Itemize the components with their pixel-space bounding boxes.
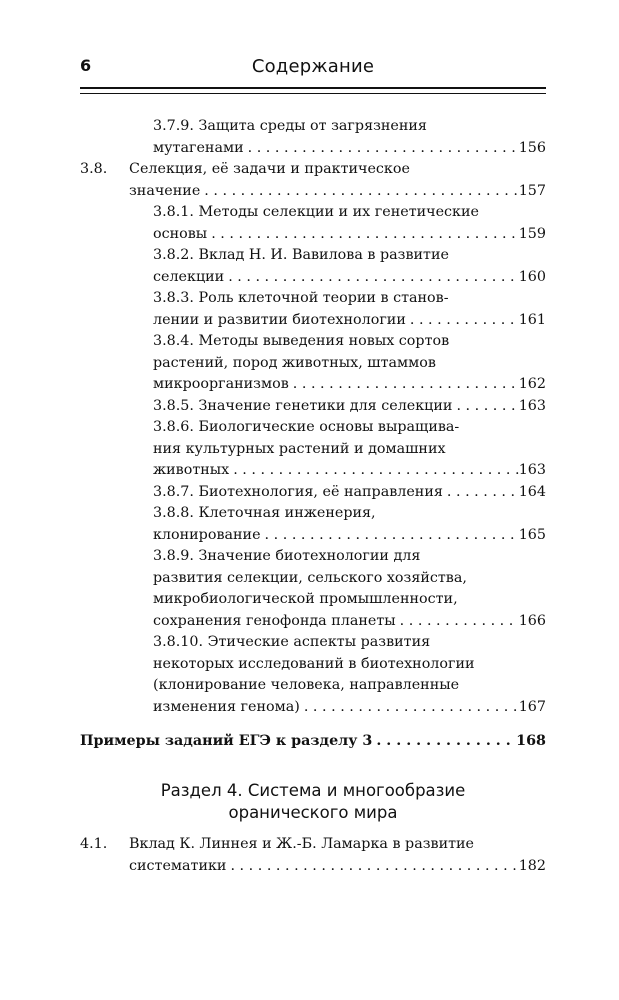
toc-page-number: 163 [518, 397, 546, 414]
section-heading-line-2: оранического мира [228, 803, 398, 822]
toc-entry-line: 3.8.4. Методы выведения новых сортов [153, 333, 450, 349]
section-heading [80, 780, 546, 824]
page-title: Содержание [251, 56, 375, 77]
toc-entry-text: лении и развитии биотехнологии [153, 311, 406, 328]
toc-entry-last-line [153, 460, 546, 482]
toc-entry-line: 3.8.9. Значение биотехнологии для [153, 548, 421, 564]
toc-entry[interactable] [80, 159, 546, 202]
toc-entry-last-line [153, 611, 546, 633]
toc-entry-text: животных [153, 462, 230, 478]
header-rule-thick [80, 87, 546, 89]
dot-leader [229, 460, 518, 482]
toc-entry-text: основы [153, 225, 208, 242]
toc-entry-line: ния культурных растений и домашних [153, 440, 446, 457]
toc-entry-last-line [80, 731, 546, 753]
table-of-contents [80, 116, 546, 753]
toc-entry[interactable] [80, 116, 546, 159]
header-rule-thin [80, 93, 546, 94]
toc-entry-line: развития селекции, сельского хозяйства, [153, 569, 467, 586]
toc-page-number: 157 [518, 182, 546, 199]
dot-leader [224, 267, 519, 289]
toc-entry-line: 3.8.6. Биологические основы выращива- [153, 419, 460, 435]
toc-page-number: 159 [518, 225, 546, 242]
dot-leader [261, 525, 519, 547]
toc-entry-line: 3.7.9. Защита среды от загрязнения [153, 118, 427, 134]
toc-entry[interactable] [80, 288, 546, 331]
toc-entry-line: Вклад К. Линнея и Ж.-Б. Ламарка в развитие [129, 836, 474, 852]
toc-entry-text: сохранения генофонда планеты [153, 612, 396, 629]
toc-entry-line: 3.8.8. Клеточная инженерия, [153, 505, 376, 521]
toc-entry-text: Примеры заданий ЕГЭ к разделу 3 [80, 733, 373, 749]
page-number: 6 [80, 56, 92, 75]
toc-entry-line: 3.8.3. Роль клеточной теории в станов- [153, 290, 449, 306]
dot-leader [200, 181, 518, 203]
toc-entry-text: значение [129, 182, 201, 199]
toc-entry[interactable] [80, 503, 546, 546]
toc-entry-last-line [153, 525, 546, 547]
toc-entry-line: растений, пород животных, штаммов [153, 354, 436, 371]
toc-page-number: 161 [518, 311, 546, 328]
dot-leader [289, 374, 519, 396]
toc-entry[interactable] [80, 331, 546, 396]
toc-entry-line: (клонирование человека, направленные [153, 677, 460, 693]
toc-page-number: 162 [518, 376, 546, 392]
toc-entry-text: селекции [153, 268, 225, 285]
examples-entry[interactable] [80, 731, 546, 753]
dot-leader [226, 856, 518, 878]
toc-entry-number: 4.1. [80, 836, 108, 852]
section-heading-line-1: Раздел 4. Система и многообразие [160, 781, 466, 800]
toc-entry-number: 3.8. [80, 161, 108, 177]
toc-entry-text: мутагенами [153, 139, 244, 156]
toc-entry-last-line [153, 138, 546, 160]
toc-entry[interactable] [80, 632, 546, 718]
dot-leader [207, 224, 519, 246]
toc-entry-line: 3.8.1. Методы селекции и их генетические [153, 204, 479, 220]
dot-leader [396, 611, 519, 633]
toc-page-number: 164 [518, 483, 546, 500]
page-header [80, 56, 546, 84]
toc-entry-last-line [153, 310, 546, 332]
toc-page-number: 163 [518, 462, 546, 478]
toc-entry[interactable] [80, 396, 546, 418]
dot-leader [244, 138, 519, 160]
toc-entry-last-line [153, 224, 546, 246]
toc-entry-line: микробиологической промышленности, [153, 591, 458, 607]
toc-entry-text: 3.8.7. Биотехнология, её направления [153, 483, 443, 500]
toc-entry-text: изменения генома) [153, 698, 300, 715]
toc-entry[interactable] [80, 245, 546, 288]
toc-entry-last-line [129, 181, 546, 203]
toc-page-number: 165 [518, 526, 546, 543]
toc-entry-last-line [153, 374, 546, 396]
toc-entry-text: клонирование [153, 526, 261, 543]
toc-entry-last-line [153, 482, 546, 504]
dot-leader [406, 310, 519, 332]
toc-entry-last-line [153, 697, 546, 719]
toc-entry[interactable] [80, 202, 546, 245]
toc-entry[interactable] [80, 417, 546, 482]
dot-leader [372, 731, 516, 753]
toc-entry-text: 3.8.5. Значение генетики для селекции [153, 397, 453, 414]
toc-entry-line: 3.8.10. Этические аспекты развития [153, 634, 431, 650]
toc-entry[interactable] [80, 834, 546, 877]
toc-entry-last-line [129, 856, 546, 878]
toc-page-number: 167 [518, 698, 546, 715]
dot-leader [300, 697, 519, 719]
dot-leader [443, 482, 519, 504]
section-4-entries [80, 834, 546, 877]
toc-page-number: 182 [518, 857, 546, 874]
toc-page-number: 166 [518, 612, 546, 629]
toc-entry-last-line [153, 267, 546, 289]
toc-page-number: 156 [518, 139, 546, 156]
toc-entry-line: некоторых исследований в биотехнологии [153, 655, 475, 672]
toc-entry-line: 3.8.2. Вклад Н. И. Вавилова в развитие [153, 247, 449, 263]
toc-entry[interactable] [80, 482, 546, 504]
toc-entry-last-line [153, 396, 546, 418]
toc-page-number: 168 [516, 733, 546, 749]
toc-entry-text: систематики [129, 857, 227, 874]
toc-page-number: 160 [518, 268, 546, 285]
toc-entry-line: Селекция, её задачи и практическое [129, 161, 410, 177]
dot-leader [452, 396, 518, 418]
toc-entry[interactable] [80, 546, 546, 632]
toc-entry-text: микроорганизмов [153, 376, 289, 392]
